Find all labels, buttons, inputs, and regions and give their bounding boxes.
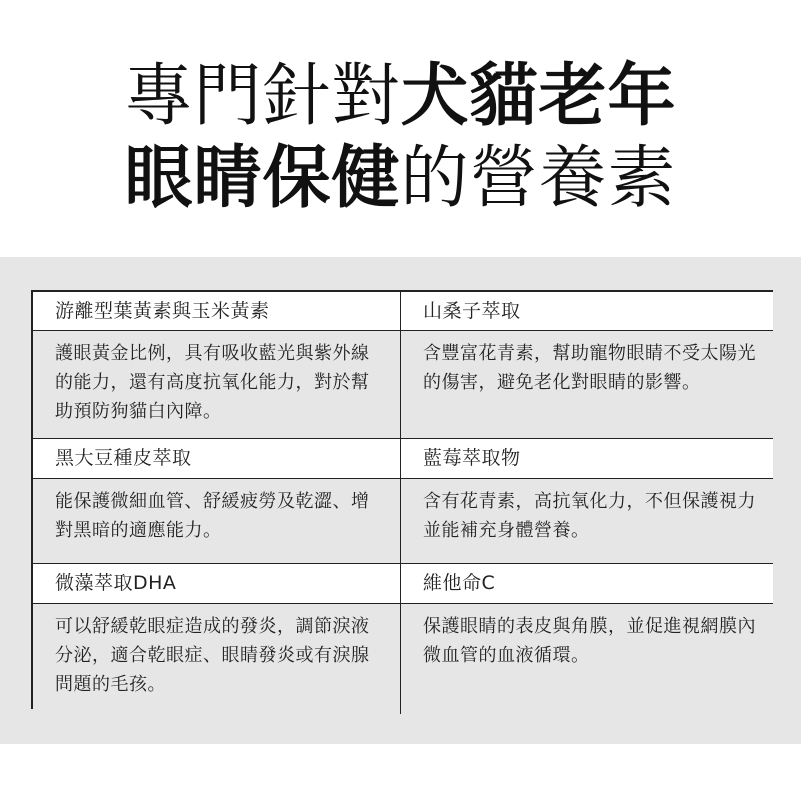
ingredient-table bbox=[31, 290, 773, 709]
headline-line-2 bbox=[0, 138, 801, 220]
ingredient-name-vitamin-c: 維他命C bbox=[401, 564, 773, 604]
headline-line-2-bold: 眼睛保健 bbox=[124, 139, 401, 218]
headline-line-1-bold: 犬貓老年 bbox=[400, 57, 677, 136]
ingredient-desc-blueberry: 含有花青素，高抗氧化力，不但保護視力並能補充身體營養。 bbox=[401, 479, 773, 564]
ingredient-desc-black-soybean: 能保護微細血管、舒緩疲勞及乾澀、增 對黑暗的適應能力。 bbox=[33, 479, 401, 564]
ingredient-name-blueberry: 藍莓萃取物 bbox=[401, 439, 773, 479]
headline-line-2-thin: 的營養素 bbox=[400, 139, 677, 218]
ingredient-desc-algae-dha: 可以舒緩乾眼症造成的發炎，調節淚液分泌，適合乾眼症、眼睛發炎或有淚腺問題的毛孩。 bbox=[33, 604, 401, 714]
headline bbox=[0, 56, 801, 220]
headline-line-1 bbox=[0, 56, 801, 138]
ingredient-desc-vitamin-c: 保護眼睛的表皮與角膜，並促進視網膜內微血管的血液循環。 bbox=[401, 604, 773, 714]
ingredient-desc-lutein: 護眼黃金比例，具有吸收藍光與紫外線的能力，還有高度抗氧化能力，對於幫助預防狗貓白內障。 bbox=[33, 331, 401, 439]
headline-line-1-thin: 專門針對 bbox=[124, 57, 401, 136]
ingredient-desc-bilberry: 含豐富花青素，幫助寵物眼睛不受太陽光的傷害，避免老化對眼睛的影響。 bbox=[401, 331, 773, 439]
ingredient-name-bilberry: 山桑子萃取 bbox=[401, 292, 773, 331]
ingredient-name-black-soybean: 黑大豆種皮萃取 bbox=[33, 439, 401, 479]
ingredient-name-algae-dha: 微藻萃取DHA bbox=[33, 564, 401, 604]
ingredient-name-lutein: 游離型葉黃素與玉米黃素 bbox=[33, 292, 401, 331]
